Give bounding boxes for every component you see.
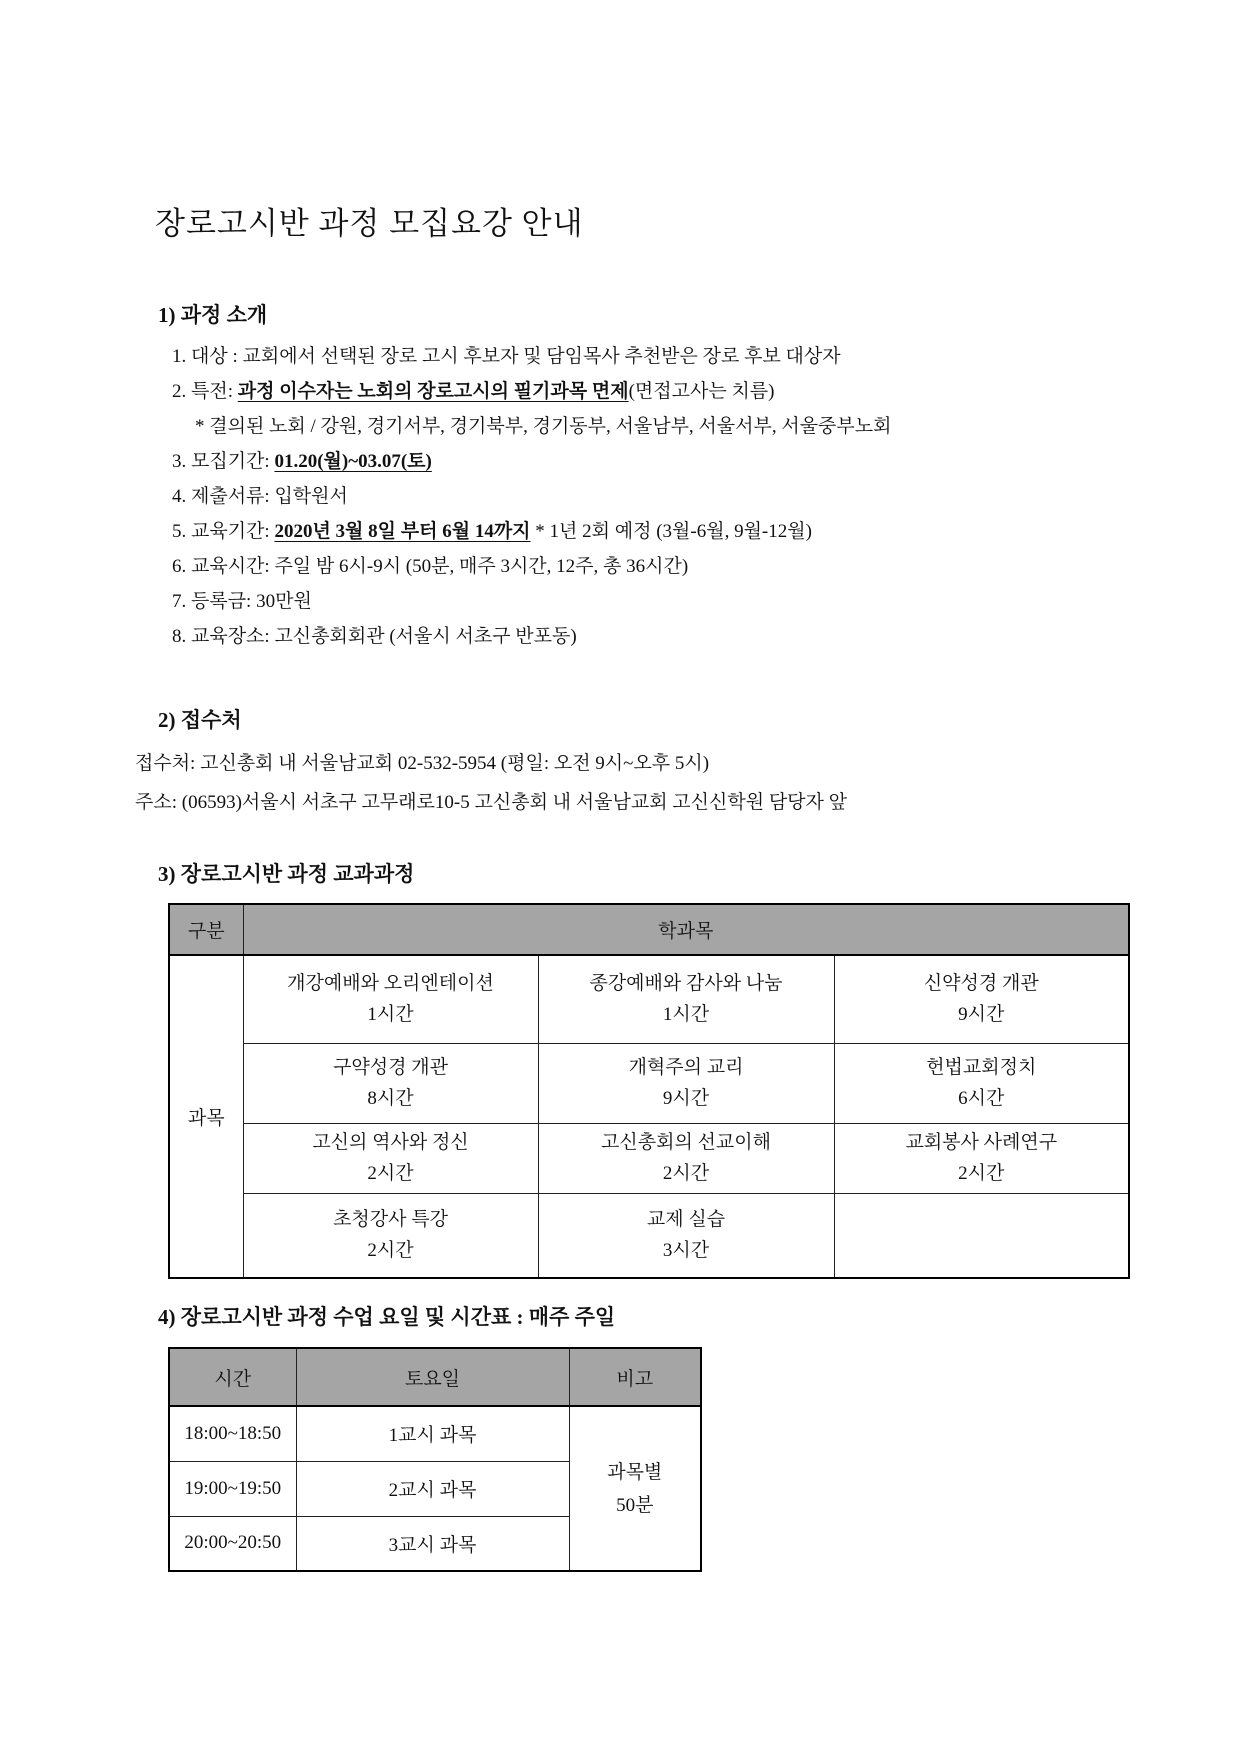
list-item-benefit [172, 374, 1169, 409]
contact-address-line: 주소: (06593)서울시 서초구 고무래로10-5 고신총회 내 서울남교회 고신신학원 담당자 앞 [135, 792, 847, 813]
table-row [169, 1406, 701, 1461]
item-label: 5. 교육기간: [172, 521, 275, 542]
item-text: (면접고사는 치름) [628, 381, 775, 402]
item-label: 1. 대상 : [172, 346, 243, 367]
curriculum-table [168, 903, 1130, 1279]
section4-heading: 4) 장로고시반 과정 수업 요일 및 시간표 : 매주 주일 [158, 1305, 616, 1329]
list-item-edu-time [172, 549, 1169, 584]
subject-name: 개혁주의 교리 [628, 1057, 744, 1078]
subject-cell [243, 955, 538, 1043]
subject-hours: 6시간 [958, 1088, 1005, 1109]
subject-hours: 1시간 [662, 1004, 710, 1026]
item-text: 교회에서 선택된 장로 고시 후보자 및 담임목사 추천받은 장로 후보 대상자 [242, 346, 841, 367]
subject-name: 개강예배와 오리엔테이션 [287, 973, 494, 995]
item-emphasis: 2020년 3월 8일 부터 6월 14까지 [274, 521, 531, 542]
subject-name: 신약성경 개관 [923, 973, 1039, 995]
subject-cell [538, 955, 834, 1043]
subject-name: 초청강사 특강 [333, 1209, 448, 1231]
remark-line: 50분 [616, 1494, 654, 1516]
document-title: 장로고시반 과정 모집요강 안내 [155, 206, 584, 241]
subject-cell [834, 955, 1129, 1043]
item-text: 30만원 [256, 591, 312, 612]
period-cell: 2교시 과목 [296, 1461, 569, 1516]
schedule-table [168, 1347, 702, 1572]
subject-name: 종강예배와 감사와 나눔 [589, 973, 783, 995]
header-cell-remark: 비고 [569, 1348, 701, 1406]
subject-cell [538, 1043, 834, 1123]
list-item-location [172, 619, 1169, 654]
list-item-documents [172, 479, 1169, 514]
header-cell-time: 시간 [169, 1348, 296, 1406]
item-label: 7. 등록금: [172, 591, 257, 612]
contact-info [135, 748, 1169, 814]
subject-cell-empty [834, 1193, 1129, 1278]
item-text: 주일 밤 6시-9시 (50분, 매주 3시간, 12주, 총 36시간) [274, 556, 689, 577]
item-text: 고신총회회관 (서울시 서초구 반포동) [274, 626, 577, 647]
table-header-row [169, 1348, 701, 1406]
table-row [169, 1043, 1129, 1123]
table-row [169, 1123, 1129, 1193]
item-emphasis: 과정 이수자는 노회의 장로고시의 필기과목 면제 [237, 381, 629, 402]
subject-name: 고신총회의 선교이해 [601, 1132, 771, 1153]
item-label: 8. 교육장소: [172, 626, 275, 647]
subject-name: 교제 실습 [646, 1209, 726, 1231]
time-cell: 18:00~18:50 [169, 1406, 296, 1461]
list-item-target [172, 339, 1169, 374]
subject-name: 구약성경 개관 [333, 1057, 448, 1078]
subject-hours: 2시간 [367, 1163, 414, 1184]
item-label: 6. 교육시간: [172, 556, 275, 577]
item-text: 입학원서 [274, 486, 348, 507]
table-row [169, 955, 1129, 1043]
subject-cell [538, 1123, 834, 1193]
subject-cell [243, 1043, 538, 1123]
subject-hours: 2시간 [367, 1240, 414, 1262]
subject-hours: 2시간 [662, 1163, 710, 1184]
list-item-presbytery-note: * 결의된 노회 / 강원, 경기서부, 경기북부, 경기동부, 서울남부, 서울서부, 서울중부노회 [195, 416, 892, 437]
section3-heading: 3) 장로고시반 과정 교과과정 [158, 862, 415, 886]
list-item-fee [172, 584, 1169, 619]
section1-heading: 1) 과정 소개 [158, 303, 268, 327]
table-row [169, 1193, 1129, 1278]
header-cell-subjects: 학과목 [243, 904, 1129, 955]
curriculum-table-header [169, 904, 1129, 955]
subject-cell [834, 1123, 1129, 1193]
row-label-cell: 과목 [169, 955, 243, 1278]
subject-hours: 2시간 [958, 1163, 1005, 1184]
subject-name: 헌법교회정치 [926, 1057, 1037, 1078]
period-cell: 1교시 과목 [296, 1406, 569, 1461]
subject-cell [834, 1043, 1129, 1123]
subject-name: 교회봉사 사례연구 [905, 1132, 1058, 1153]
subject-cell [243, 1193, 538, 1278]
subject-name: 고신의 역사와 정신 [312, 1132, 469, 1153]
remark-cell [569, 1406, 701, 1571]
subject-hours: 9시간 [958, 1004, 1005, 1026]
item-emphasis: 01.20(월)~03.07(토) [274, 451, 432, 472]
time-cell: 20:00~20:50 [169, 1516, 296, 1571]
subject-hours: 9시간 [662, 1088, 710, 1109]
remark-line: 과목별 [607, 1461, 663, 1483]
subject-hours: 8시간 [367, 1088, 414, 1109]
header-cell-day: 토요일 [296, 1348, 569, 1406]
subject-hours: 1시간 [367, 1004, 414, 1026]
table-header-row [169, 904, 1129, 955]
item-label: 4. 제출서류: [172, 486, 275, 507]
period-cell: 3교시 과목 [296, 1516, 569, 1571]
section2-heading: 2) 접수처 [158, 708, 242, 732]
subject-cell [243, 1123, 538, 1193]
item-text: * 1년 2회 예정 (3월-6월, 9월-12월) [530, 521, 812, 542]
time-cell: 19:00~19:50 [169, 1461, 296, 1516]
item-label: 2. 특전: [172, 381, 238, 402]
subject-hours: 3시간 [662, 1240, 710, 1262]
list-item-recruit-period [172, 444, 1169, 479]
contact-reception-line: 접수처: 고신총회 내 서울남교회 02-532-5954 (평일: 오전 9시~오후 5시) [135, 753, 710, 774]
course-intro-list [172, 339, 1169, 654]
list-item-edu-period [172, 514, 1169, 549]
header-cell-category: 구분 [169, 904, 243, 955]
item-label: 3. 모집기간: [172, 451, 275, 472]
schedule-table-header [169, 1348, 701, 1406]
subject-cell [538, 1193, 834, 1278]
